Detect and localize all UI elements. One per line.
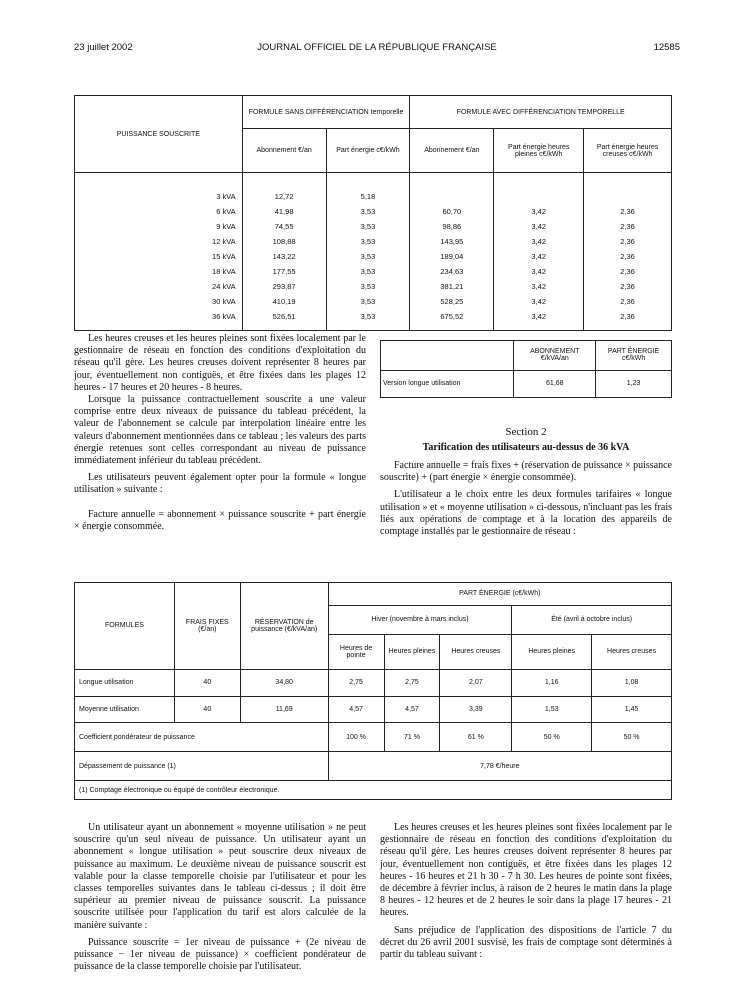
row-label: 36 kVA [212, 312, 236, 321]
paragraph: Lorsque la puissance contractuellement souscrite a une valeur comprise entre deux niveaux de puissance du tableau précédent, la valeur de l'abonnement se calcule par interpolation linéaire entre les valeurs d'abonnement mentionnées dans ce tableau ; les valeurs des parts énergie retenues sont celles correspondant au niveau de puissance immédiatement inférieur du tableau précédent. [74, 394, 366, 467]
section-title: Section 2 [505, 426, 547, 438]
cell-hp: 3,42 [494, 264, 584, 279]
row-label: 15 kVA [212, 252, 236, 261]
cell-pe: 5,18 [326, 189, 410, 204]
cell-hp: 3,42 [494, 249, 584, 264]
table-row [75, 234, 672, 249]
paragraph: Facture annuelle = frais fixes + (réservation de puissance × puissance souscrite) + (part énergie × énergie consommée). [380, 460, 672, 484]
paragraph: Sans préjudice de l'application des dispositions de l'article 7 du décret du 26 avril 2001 susvisé, les frais de comptage sont déterminés à partir du tableau suivant : [380, 924, 672, 961]
header-part-energie: PART ÉNERGIE c€/kWh [596, 341, 672, 371]
cell-hc: 2,36 [584, 219, 672, 234]
paragraph: Facture annuelle = abonnement × puissance souscrite + part énergie × énergie consommée. [74, 508, 366, 532]
table-row [75, 249, 672, 264]
header-abonnement: Abonnement €/an [242, 129, 326, 173]
cell-hp: 3,42 [494, 219, 584, 234]
header-hiver: Hiver (novembre à mars inclus) [328, 605, 512, 634]
col-puissance-souscrite: PUISSANCE SOUSCRITE [75, 96, 243, 173]
paragraph: Les heures creuses et les heures pleines sont fixées localement par le gestionnaire de réseau en fonction des conditions d'exploitation du réseau qu'il gère. Les heures creuses doivent représenter 8 heures par jour, éventuellement non contiguës, et être fixées dans les plages 12 heures - 17 heures et 20 heures - 8 heures. [74, 333, 366, 393]
cell-hc: 2,36 [584, 249, 672, 264]
cell-hc: 2,36 [584, 279, 672, 294]
row-label: 6 kVA [216, 207, 236, 216]
table-row: Coefficient pondérateur de puissance 100 % 71 % 61 % 50 % 50 % [75, 723, 672, 752]
cell-ab2: 60,70 [410, 204, 494, 219]
cell-ab: 177,55 [242, 264, 326, 279]
paragraph: Les utilisateurs peuvent également opter pour la formule « longue utilisation » suivante : [74, 472, 366, 496]
table-row [75, 279, 672, 294]
tariff-table-above-36kva [74, 582, 672, 800]
cell-ab: 526,51 [242, 309, 326, 324]
page-header [74, 42, 680, 56]
cell-pe: 3,53 [326, 234, 410, 249]
header-part-energie: Part énergie c€/kWh [326, 129, 410, 173]
cell-hc: 2,36 [584, 204, 672, 219]
cell-ab2: 675,52 [410, 309, 494, 324]
table-row [75, 219, 672, 234]
header-frais-fixes: FRAIS FIXES (€/an) [174, 583, 240, 670]
tariff-table-36kva [74, 95, 672, 331]
header-abonnement-2: Abonnement €/an [410, 129, 494, 173]
header-page-number: 12585 [653, 42, 680, 53]
cell-hp: 3,42 [494, 234, 584, 249]
row-label: Version longue utilisation [381, 370, 514, 397]
header-formules: FORMULES [75, 583, 175, 670]
cell-ab: 410,19 [242, 294, 326, 309]
table-row: Dépassement de puissance (1) 7,78 €/heure [75, 752, 672, 781]
cell-hc [584, 189, 672, 204]
cell-pe: 3,53 [326, 249, 410, 264]
cell-ab: 41,98 [242, 204, 326, 219]
cell-ab2: 143,95 [410, 234, 494, 249]
cell-hp: 3,42 [494, 204, 584, 219]
cell-pe: 3,53 [326, 219, 410, 234]
cell-ab: 143,22 [242, 249, 326, 264]
cell-hp: 3,42 [494, 279, 584, 294]
cell-pe: 3,53 [326, 264, 410, 279]
header-heures-creuses-ete: Heures creuses [592, 634, 672, 669]
paragraph: Un utilisateur ayant un abonnement « moyenne utilisation » ne peut souscrire qu'un seul niveau de puissance. Un utilisateur ayant un abonnement « longue utilisation » peut souscrire deux niveaux de puissance au maximum. Le deuxième niveau de puissance souscrit est valable pour la classe temporelle choisie par l'utilisateur et pour les classes temporelles suivantes dans le tableau ci-dessus ; il doit être supérieur au premier niveau de puissance souscrit. La puissance souscrite utilisée pour l'application du tarif est alors calculée de la manière suivante : [74, 822, 366, 931]
cell-ab: 108,88 [242, 234, 326, 249]
table1-body [75, 189, 672, 324]
paragraph: Les heures creuses et les heures pleines sont fixées localement par le gestionnaire de réseau en fonction des conditions d'exploitation du réseau qu'il gère. Les heures creuses doivent représenter 8 heures par jour, éventuellement non contiguës, et être fixées dans les plages 12 heures - 16 heures et 21 h 30 - 7 h 30. Les heures de pointe sont fixées, de décembre à février inclus, à raison de 2 heures le matin dans la plage 8 heures - 12 heures et de 2 heures le soir dans la plage 17 heures - 21 heures. [380, 822, 672, 919]
cell-ab2: 189,04 [410, 249, 494, 264]
cell-ab2 [410, 189, 494, 204]
header-heures-pleines: Heures pleines [384, 634, 440, 669]
header-heures-creuses: Heures creuses [440, 634, 512, 669]
group-avec-differenciation: FORMULE AVEC DIFFÉRENCIATION TEMPORELLE [410, 96, 672, 129]
cell-ab2: 528,25 [410, 294, 494, 309]
cell-ab: 12,72 [242, 189, 326, 204]
cell-pe: 3,53 [326, 309, 410, 324]
cell-ab: 293,87 [242, 279, 326, 294]
table-row [75, 264, 672, 279]
cell-pe: 3,53 [326, 294, 410, 309]
cell-pe: 3,53 [326, 204, 410, 219]
table-row [75, 309, 672, 324]
table-row [75, 189, 672, 204]
cell-hp [494, 189, 584, 204]
row-label: 9 kVA [216, 222, 236, 231]
cell-ab: 74,55 [242, 219, 326, 234]
bottom-right-text [380, 822, 672, 966]
header-ete: Été (avril à octobre inclus) [512, 605, 672, 634]
header-part-energie: PART ÉNERGIE (c€/kWh) [328, 583, 671, 606]
cell-abonnement: 61,68 [514, 370, 596, 397]
paragraph: L'utilisateur a le choix entre les deux formules tarifaires « longue utilisation » et « moyenne utilisation » ci-dessous, n'incluant pas les frais liés aux opérations de comptage et à la location des appareils de comptage installés par le gestionnaire de réseau : [380, 489, 672, 538]
cell-pe: 3,53 [326, 279, 410, 294]
header-reservation: RÉSERVATION de puissance (€/kVA/an) [240, 583, 328, 670]
cell-hc: 2,36 [584, 234, 672, 249]
row-label: 3 kVA [216, 192, 236, 201]
paragraph: Puissance souscrite = 1er niveau de puissance + (2e niveau de puissance − 1er niveau de puissance) × coefficient pondérateur de puissance de la classe temporelle choisie par l'utilisateur. [74, 936, 366, 973]
table-row: Moyenne utilisation 40 11,69 4,57 4,57 3,39 1,53 1,45 [75, 696, 672, 723]
section-subtitle: Tarification des utilisateurs au-dessus de 36 kVA [422, 442, 630, 453]
cell-part-energie: 1,23 [596, 370, 672, 397]
table-row: Longue utilisation 40 34,80 2,75 2,75 2,07 1,16 1,08 [75, 669, 672, 696]
left-column-text [74, 333, 366, 538]
header-heures-de-pointe: Heures de pointe [328, 634, 384, 669]
cell-hc: 2,36 [584, 309, 672, 324]
bottom-left-text [74, 822, 366, 978]
cell-hp: 3,42 [494, 309, 584, 324]
table-row [75, 204, 672, 219]
cell-hc: 2,36 [584, 264, 672, 279]
cell-ab2: 98,86 [410, 219, 494, 234]
right-column-text [380, 460, 672, 543]
header-title: JOURNAL OFFICIEL DE LA RÉPUBLIQUE FRANÇAISE [257, 42, 497, 53]
cell-hc: 2,36 [584, 294, 672, 309]
row-label: 18 kVA [212, 267, 236, 276]
header-heures-pleines-ete: Heures pleines [512, 634, 592, 669]
header-date: 23 juillet 2002 [74, 42, 133, 53]
cell-ab2: 234,63 [410, 264, 494, 279]
table-footnote: (1) Comptage électronique ou équipé de contrôleur électronique. [75, 781, 672, 800]
row-label: 30 kVA [212, 297, 236, 306]
cell-ab2: 381,21 [410, 279, 494, 294]
header-heures-pleines: Part énergie heures pleines c€/kWh [494, 129, 584, 173]
cell-hp: 3,42 [494, 294, 584, 309]
row-label: 12 kVA [212, 237, 236, 246]
table-row [75, 294, 672, 309]
header-heures-creuses: Part énergie heures creuses c€/kWh [584, 129, 672, 173]
group-sans-differenciation: FORMULE SANS DIFFÉRENCIATION temporelle [242, 96, 410, 129]
row-label: 24 kVA [212, 282, 236, 291]
longue-utilisation-table [380, 340, 672, 398]
header-abonnement: ABONNEMENT €/kVA/an [514, 341, 596, 371]
